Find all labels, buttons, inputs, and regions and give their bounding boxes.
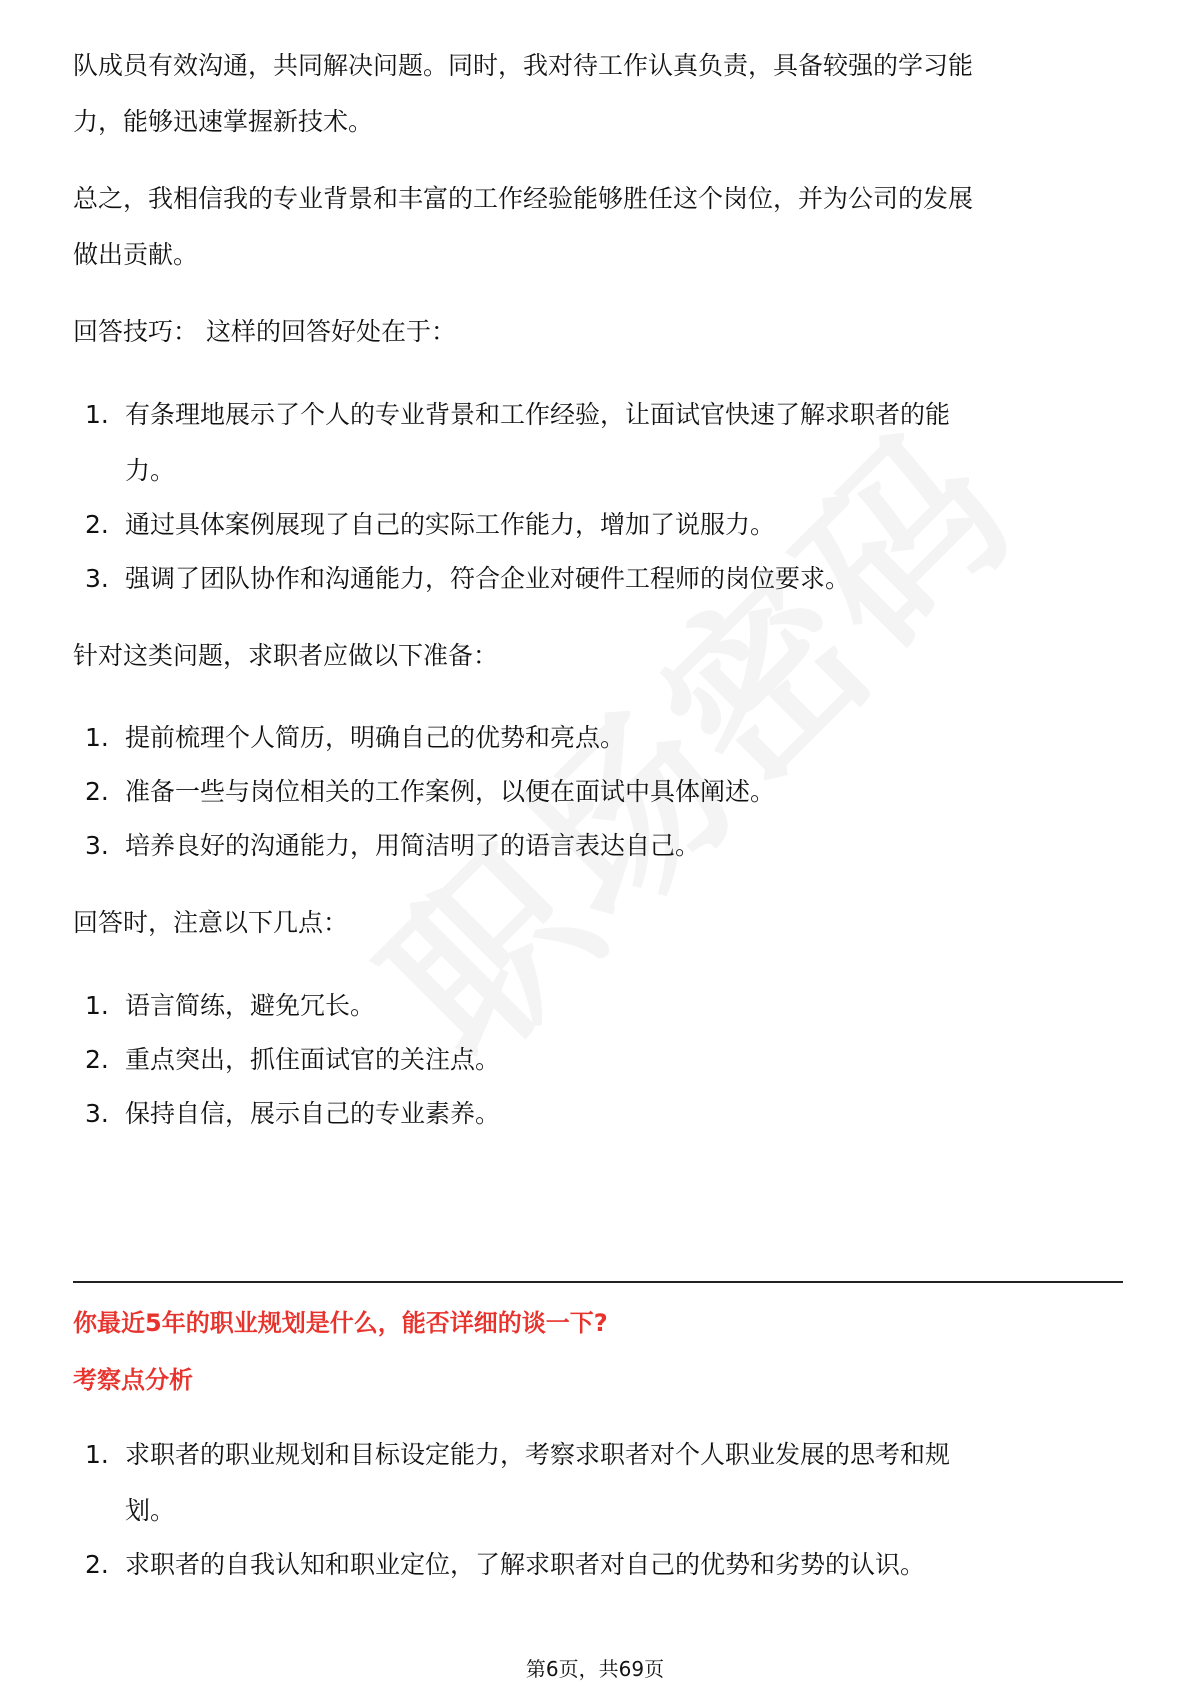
list-text-continued: 划。 bbox=[125, 1496, 176, 1525]
list-number: 2. bbox=[85, 1045, 109, 1074]
list-text: 语言简练，避免冗长。 bbox=[125, 991, 376, 1020]
list-number: 3. bbox=[85, 831, 109, 860]
tips-heading: 回答技巧： 这样的回答好处在于： bbox=[73, 317, 456, 346]
analysis-heading: 考察点分析 bbox=[73, 1366, 193, 1394]
list-number: 1. bbox=[85, 723, 109, 752]
paragraph-line: 做出贡献。 bbox=[73, 240, 199, 269]
paragraph-line: 力，能够迅速掌握新技术。 bbox=[73, 107, 374, 136]
page-footer: 第6页，共69页 bbox=[525, 1657, 665, 1681]
list-text: 提前梳理个人简历，明确自己的优势和亮点。 bbox=[125, 723, 626, 752]
question-title: 你最近5年的职业规划是什么，能否详细的谈一下? bbox=[73, 1309, 608, 1337]
list-number: 3. bbox=[85, 1099, 109, 1128]
list-number: 1. bbox=[85, 400, 109, 429]
document-page bbox=[73, 0, 1123, 1684]
list-text: 求职者的自我认知和职业定位，了解求职者对自己的优势和劣势的认识。 bbox=[125, 1550, 926, 1579]
list-text: 保持自信，展示自己的专业素养。 bbox=[125, 1099, 501, 1128]
list-number: 2. bbox=[85, 777, 109, 806]
prep-heading: 针对这类问题，求职者应做以下准备： bbox=[73, 641, 499, 670]
list-text: 培养良好的沟通能力，用简洁明了的语言表达自己。 bbox=[125, 831, 701, 860]
list-text: 强调了团队协作和沟通能力，符合企业对硬件工程师的岗位要求。 bbox=[125, 564, 851, 593]
section-divider bbox=[73, 1281, 1123, 1283]
list-text: 求职者的职业规划和目标设定能力，考察求职者对个人职业发展的思考和规 bbox=[125, 1440, 951, 1469]
list-number: 1. bbox=[85, 1440, 109, 1469]
list-text: 准备一些与岗位相关的工作案例，以便在面试中具体阐述。 bbox=[125, 777, 776, 806]
paragraph-line: 总之，我相信我的专业背景和丰富的工作经验能够胜任这个岗位，并为公司的发展 bbox=[73, 184, 974, 213]
list-number: 2. bbox=[85, 1550, 109, 1579]
list-text: 通过具体案例展现了自己的实际工作能力，增加了说服力。 bbox=[125, 510, 776, 539]
list-text-continued: 力。 bbox=[125, 456, 176, 485]
list-number: 3. bbox=[85, 564, 109, 593]
list-text: 有条理地展示了个人的专业背景和工作经验，让面试官快速了解求职者的能 bbox=[125, 400, 951, 429]
list-number: 1. bbox=[85, 991, 109, 1020]
paragraph-line: 队成员有效沟通，共同解决问题。同时，我对待工作认真负责，具备较强的学习能 bbox=[73, 51, 974, 80]
list-text: 重点突出，抓住面试官的关注点。 bbox=[125, 1045, 501, 1074]
notes-heading: 回答时，注意以下几点： bbox=[73, 908, 349, 937]
list-number: 2. bbox=[85, 510, 109, 539]
